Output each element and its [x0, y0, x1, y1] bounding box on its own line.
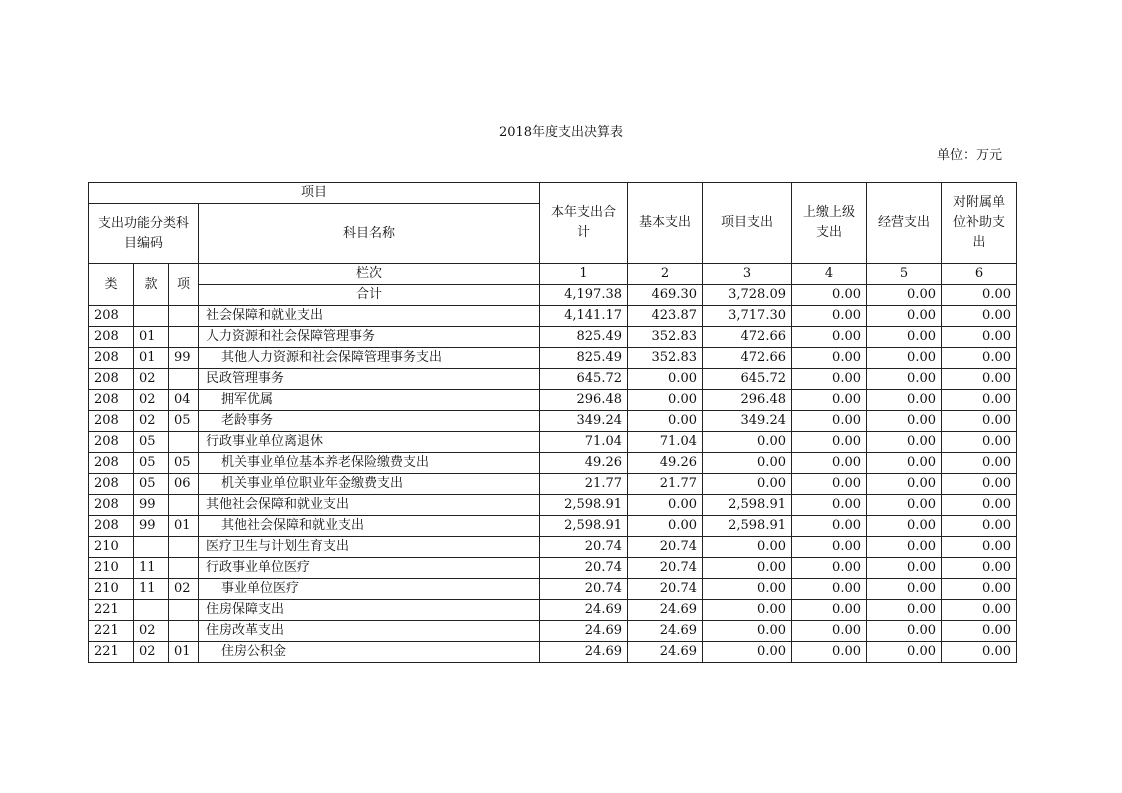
amount-cell: 0.00: [703, 558, 792, 579]
col-number: 3: [703, 264, 792, 285]
amount-cell: 296.48: [703, 390, 792, 411]
item-code-cell: [169, 600, 199, 621]
amount-cell: 0.00: [942, 348, 1017, 369]
item-code-cell: 05: [169, 453, 199, 474]
amount-cell: 0.00: [792, 453, 867, 474]
item-code-cell: [169, 432, 199, 453]
amount-cell: 0.00: [942, 327, 1017, 348]
section-code-cell: 11: [134, 579, 169, 600]
amount-cell: 0.00: [703, 453, 792, 474]
amount-cell: 423.87: [628, 306, 703, 327]
amount-cell: 71.04: [628, 432, 703, 453]
amount-cell: 0.00: [867, 411, 942, 432]
amount-cell: 2,598.91: [703, 495, 792, 516]
amount-cell: 49.26: [540, 453, 628, 474]
project-header: 项目: [89, 183, 540, 204]
section-code-cell: 05: [134, 474, 169, 495]
amount-cell: 472.66: [703, 348, 792, 369]
amount-cell: 0.00: [628, 495, 703, 516]
table-row: [89, 390, 1017, 411]
class-code-cell: 208: [89, 348, 134, 369]
amount-cell: 0.00: [942, 558, 1017, 579]
amount-cell: 0.00: [703, 621, 792, 642]
item-code-cell: [169, 306, 199, 327]
total-value: 0.00: [867, 285, 942, 306]
amount-cell: 0.00: [867, 327, 942, 348]
header-row-index: [89, 264, 1017, 285]
subject-name-cell: 医疗卫生与计划生育支出: [199, 537, 540, 558]
item-code-cell: 99: [169, 348, 199, 369]
amount-cell: 0.00: [942, 390, 1017, 411]
amount-cell: 24.69: [628, 600, 703, 621]
amount-cell: 0.00: [792, 306, 867, 327]
section-code-cell: [134, 306, 169, 327]
table-row: [89, 600, 1017, 621]
class-code-cell: 208: [89, 495, 134, 516]
amount-cell: 0.00: [703, 537, 792, 558]
code-group-header: 支出功能分类科目编码: [89, 204, 199, 264]
subject-name-cell: 机关事业单位职业年金缴费支出: [199, 474, 540, 495]
amount-cell: 0.00: [792, 642, 867, 663]
amount-cell: 352.83: [628, 348, 703, 369]
amount-cell: 0.00: [942, 579, 1017, 600]
amount-cell: 0.00: [792, 390, 867, 411]
amount-cell: 0.00: [703, 432, 792, 453]
amount-cell: 24.69: [540, 621, 628, 642]
amount-cell: 24.69: [540, 642, 628, 663]
amount-cell: 0.00: [867, 474, 942, 495]
amount-cell: 21.77: [628, 474, 703, 495]
amount-cell: 0.00: [867, 579, 942, 600]
amount-cell: 0.00: [867, 621, 942, 642]
col-header-total: 本年支出合计: [540, 183, 628, 264]
amount-cell: 3,717.30: [703, 306, 792, 327]
table-row: [89, 411, 1017, 432]
section-code-cell: [134, 537, 169, 558]
class-code-cell: 208: [89, 474, 134, 495]
subject-name-cell: 人力资源和社会保障管理事务: [199, 327, 540, 348]
amount-cell: 2,598.91: [703, 516, 792, 537]
section-code-cell: [134, 600, 169, 621]
section-code-cell: 02: [134, 642, 169, 663]
amount-cell: 21.77: [540, 474, 628, 495]
class-code-cell: 221: [89, 621, 134, 642]
amount-cell: 825.49: [540, 327, 628, 348]
amount-cell: 0.00: [942, 474, 1017, 495]
amount-cell: 0.00: [942, 495, 1017, 516]
amount-cell: 0.00: [703, 474, 792, 495]
amount-cell: 0.00: [867, 306, 942, 327]
item-code-cell: 01: [169, 516, 199, 537]
amount-cell: 0.00: [942, 516, 1017, 537]
amount-cell: 20.74: [628, 558, 703, 579]
class-code-cell: 208: [89, 369, 134, 390]
total-label: 合计: [199, 285, 540, 306]
item-code-cell: 04: [169, 390, 199, 411]
amount-cell: 2,598.91: [540, 516, 628, 537]
amount-cell: 0.00: [792, 369, 867, 390]
table-row: [89, 516, 1017, 537]
subject-name-cell: 事业单位医疗: [199, 579, 540, 600]
row-index-label: 栏次: [199, 264, 540, 285]
section-code-cell: 05: [134, 453, 169, 474]
subject-name-cell: 住房改革支出: [199, 621, 540, 642]
item-code-cell: [169, 369, 199, 390]
amount-cell: 0.00: [867, 600, 942, 621]
amount-cell: 645.72: [703, 369, 792, 390]
amount-cell: 20.74: [540, 558, 628, 579]
class-code-cell: 221: [89, 600, 134, 621]
subject-name-cell: 拥军优属: [199, 390, 540, 411]
col-header-project: 项目支出: [703, 183, 792, 264]
class-code-cell: 208: [89, 432, 134, 453]
amount-cell: 296.48: [540, 390, 628, 411]
amount-cell: 0.00: [792, 579, 867, 600]
item-code-cell: [169, 537, 199, 558]
subject-name-cell: 社会保障和就业支出: [199, 306, 540, 327]
expenditure-table: [88, 182, 1017, 663]
amount-cell: 0.00: [867, 348, 942, 369]
col-number: 1: [540, 264, 628, 285]
amount-cell: 825.49: [540, 348, 628, 369]
table-row: [89, 432, 1017, 453]
section-code-cell: 02: [134, 390, 169, 411]
amount-cell: 20.74: [540, 537, 628, 558]
amount-cell: 0.00: [867, 558, 942, 579]
subject-name-cell: 行政事业单位医疗: [199, 558, 540, 579]
amount-cell: 0.00: [942, 306, 1017, 327]
subject-name-header: 科目名称: [199, 204, 540, 264]
table-row: [89, 474, 1017, 495]
amount-cell: 0.00: [942, 411, 1017, 432]
class-code-cell: 208: [89, 327, 134, 348]
amount-cell: 24.69: [628, 621, 703, 642]
amount-cell: 352.83: [628, 327, 703, 348]
amount-cell: 0.00: [628, 411, 703, 432]
unit-label: 单位：万元: [936, 148, 1002, 163]
section-code-cell: 02: [134, 621, 169, 642]
amount-cell: 0.00: [628, 516, 703, 537]
item-code-cell: 01: [169, 642, 199, 663]
class-code-cell: 208: [89, 306, 134, 327]
section-code-cell: 11: [134, 558, 169, 579]
amount-cell: 0.00: [792, 537, 867, 558]
subject-name-cell: 住房保障支出: [199, 600, 540, 621]
item-code-cell: 06: [169, 474, 199, 495]
item-code-cell: [169, 327, 199, 348]
table-row: [89, 495, 1017, 516]
subject-name-cell: 住房公积金: [199, 642, 540, 663]
amount-cell: 0.00: [942, 621, 1017, 642]
class-code-cell: 208: [89, 390, 134, 411]
amount-cell: 0.00: [942, 537, 1017, 558]
page-title: 2018年度支出决算表: [498, 125, 624, 140]
table-row: [89, 579, 1017, 600]
item-code-cell: [169, 495, 199, 516]
subject-name-cell: 老龄事务: [199, 411, 540, 432]
class-code-cell: 208: [89, 411, 134, 432]
amount-cell: 0.00: [867, 390, 942, 411]
amount-cell: 0.00: [792, 621, 867, 642]
amount-cell: 0.00: [792, 432, 867, 453]
amount-cell: 0.00: [703, 579, 792, 600]
subject-name-cell: 行政事业单位离退休: [199, 432, 540, 453]
amount-cell: 20.74: [628, 537, 703, 558]
amount-cell: 0.00: [792, 600, 867, 621]
amount-cell: 0.00: [942, 600, 1017, 621]
col-number: 2: [628, 264, 703, 285]
table-row: [89, 327, 1017, 348]
amount-cell: 20.74: [628, 579, 703, 600]
amount-cell: 349.24: [540, 411, 628, 432]
amount-cell: 24.69: [628, 642, 703, 663]
amount-cell: 0.00: [792, 327, 867, 348]
amount-cell: 0.00: [867, 432, 942, 453]
amount-cell: 645.72: [540, 369, 628, 390]
table-row: [89, 369, 1017, 390]
amount-cell: 0.00: [867, 495, 942, 516]
header-row-project: [89, 183, 1017, 204]
amount-cell: 0.00: [792, 411, 867, 432]
col-header-basic: 基本支出: [628, 183, 703, 264]
section-code-cell: 02: [134, 411, 169, 432]
col-number: 5: [867, 264, 942, 285]
table-row: [89, 537, 1017, 558]
amount-cell: 24.69: [540, 600, 628, 621]
subject-name-cell: 其他人力资源和社会保障管理事务支出: [199, 348, 540, 369]
item-code-cell: [169, 621, 199, 642]
section-code-cell: 01: [134, 348, 169, 369]
total-value: 469.30: [628, 285, 703, 306]
amount-cell: 71.04: [540, 432, 628, 453]
col-header-operating: 经营支出: [867, 183, 942, 264]
subject-name-cell: 其他社会保障和就业支出: [199, 516, 540, 537]
col-header-remit: 上缴上级支出: [792, 183, 867, 264]
amount-cell: 0.00: [942, 369, 1017, 390]
amount-cell: 0.00: [867, 453, 942, 474]
col-header-class: 类: [89, 264, 134, 306]
total-row: [89, 285, 1017, 306]
amount-cell: 0.00: [792, 516, 867, 537]
table-row: [89, 642, 1017, 663]
amount-cell: 49.26: [628, 453, 703, 474]
amount-cell: 20.74: [540, 579, 628, 600]
class-code-cell: 210: [89, 537, 134, 558]
amount-cell: 0.00: [867, 642, 942, 663]
col-header-item: 项: [169, 264, 199, 306]
table-row: [89, 348, 1017, 369]
total-value: 0.00: [792, 285, 867, 306]
class-code-cell: 221: [89, 642, 134, 663]
subject-name-cell: 民政管理事务: [199, 369, 540, 390]
section-code-cell: 05: [134, 432, 169, 453]
table-row: [89, 621, 1017, 642]
class-code-cell: 208: [89, 453, 134, 474]
amount-cell: 0.00: [792, 558, 867, 579]
total-value: 4,197.38: [540, 285, 628, 306]
col-header-section: 款: [134, 264, 169, 306]
amount-cell: 0.00: [792, 495, 867, 516]
col-number: 6: [942, 264, 1017, 285]
amount-cell: 0.00: [628, 369, 703, 390]
amount-cell: 0.00: [703, 642, 792, 663]
amount-cell: 0.00: [792, 474, 867, 495]
total-value: 0.00: [942, 285, 1017, 306]
col-number: 4: [792, 264, 867, 285]
amount-cell: 0.00: [792, 348, 867, 369]
total-value: 3,728.09: [703, 285, 792, 306]
class-code-cell: 208: [89, 516, 134, 537]
amount-cell: 0.00: [867, 537, 942, 558]
table-row: [89, 453, 1017, 474]
amount-cell: 0.00: [703, 600, 792, 621]
amount-cell: 0.00: [867, 516, 942, 537]
subject-name-cell: 机关事业单位基本养老保险缴费支出: [199, 453, 540, 474]
table-row: [89, 558, 1017, 579]
subject-name-cell: 其他社会保障和就业支出: [199, 495, 540, 516]
amount-cell: 349.24: [703, 411, 792, 432]
section-code-cell: 01: [134, 327, 169, 348]
amount-cell: 0.00: [867, 369, 942, 390]
amount-cell: 0.00: [942, 453, 1017, 474]
amount-cell: 2,598.91: [540, 495, 628, 516]
amount-cell: 0.00: [628, 390, 703, 411]
section-code-cell: 99: [134, 516, 169, 537]
item-code-cell: [169, 558, 199, 579]
section-code-cell: 99: [134, 495, 169, 516]
table-row: [89, 306, 1017, 327]
class-code-cell: 210: [89, 579, 134, 600]
section-code-cell: 02: [134, 369, 169, 390]
amount-cell: 4,141.17: [540, 306, 628, 327]
amount-cell: 472.66: [703, 327, 792, 348]
amount-cell: 0.00: [942, 432, 1017, 453]
item-code-cell: 02: [169, 579, 199, 600]
col-header-subsidy: 对附属单位补助支出: [942, 183, 1017, 264]
amount-cell: 0.00: [942, 642, 1017, 663]
item-code-cell: 05: [169, 411, 199, 432]
class-code-cell: 210: [89, 558, 134, 579]
